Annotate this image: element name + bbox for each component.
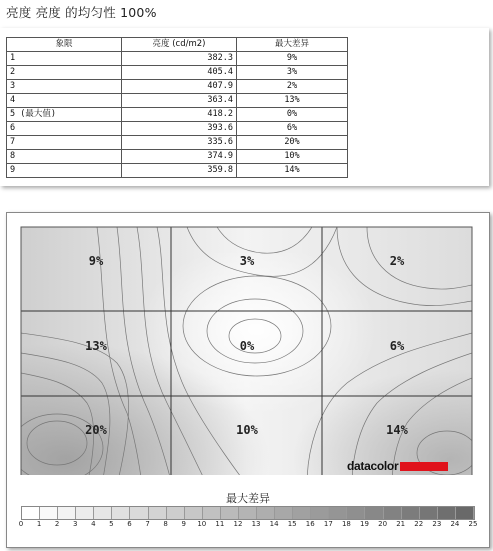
legend-swatch — [76, 507, 94, 519]
luminance-cell: 393.6 — [122, 122, 237, 136]
legend-ticks — [18, 520, 478, 532]
legend-tick-label: 11 — [215, 520, 225, 528]
legend-tick-label: 25 — [468, 520, 478, 528]
legend-color-scale — [21, 506, 475, 520]
table-row — [7, 122, 348, 136]
quadrant-cell: 3 — [7, 80, 122, 94]
legend-swatch — [221, 507, 239, 519]
legend-swatch — [130, 507, 148, 519]
legend-tick-label: 0 — [18, 520, 24, 528]
legend-tick-label: 6 — [127, 520, 132, 528]
diff-cell: 2% — [237, 80, 348, 94]
table-row — [7, 52, 348, 66]
luminance-cell: 405.4 — [122, 66, 237, 80]
legend-tick-label: 19 — [360, 520, 369, 528]
header-luminance: 亮度 (cd/m2) — [122, 38, 237, 52]
legend-swatch — [112, 507, 130, 519]
table-row — [7, 80, 348, 94]
legend-swatch — [185, 507, 203, 519]
legend-tick-label: 24 — [450, 520, 460, 528]
legend-swatch — [149, 507, 167, 519]
legend-swatch — [40, 507, 58, 519]
luminance-cell: 407.9 — [122, 80, 237, 94]
legend-swatch — [239, 507, 257, 519]
luminance-cell: 335.6 — [122, 136, 237, 150]
logo-bar — [400, 462, 448, 471]
diff-cell: 10% — [237, 150, 348, 164]
quadrant-cell: 7 — [7, 136, 122, 150]
diff-cell: 14% — [237, 164, 348, 178]
table-header-row — [7, 38, 348, 52]
legend-swatch — [275, 507, 293, 519]
diff-cell: 20% — [237, 136, 348, 150]
legend-title: 最大差异 — [226, 492, 270, 505]
legend-swatch — [58, 507, 76, 519]
legend-swatch — [94, 507, 112, 519]
table-row — [7, 66, 348, 80]
luminance-table — [6, 37, 348, 178]
legend-swatch — [167, 507, 185, 519]
legend-tick-label: 18 — [341, 520, 351, 528]
table-row — [7, 108, 348, 122]
uniformity-map-panel — [6, 212, 490, 548]
header-quadrant: 象限 — [7, 38, 122, 52]
diff-cell: 6% — [237, 122, 348, 136]
legend-tick-label: 10 — [197, 520, 207, 528]
legend-tick-label: 9 — [181, 520, 186, 528]
cell-label-4: 13% — [85, 339, 107, 353]
legend-tick-label: 7 — [145, 520, 150, 528]
legend-tick-label: 4 — [91, 520, 96, 528]
page-title: 亮度 亮度 的均匀性 100% — [6, 5, 157, 20]
cell-label-9: 14% — [386, 423, 408, 437]
legend-tick-label: 5 — [109, 520, 114, 528]
legend-swatch — [402, 507, 420, 519]
legend-tick-label: 1 — [36, 520, 42, 528]
cell-label-7: 20% — [85, 423, 107, 437]
legend-tick-label: 15 — [287, 520, 297, 528]
luminance-cell: 359.8 — [122, 164, 237, 178]
cell-label-2: 3% — [239, 254, 255, 268]
cell-label-3: 2% — [389, 254, 405, 268]
quadrant-cell: 2 — [7, 66, 122, 80]
legend-swatch — [420, 507, 438, 519]
luminance-cell: 418.2 — [122, 108, 237, 122]
table-row — [7, 136, 348, 150]
legend-swatch — [384, 507, 402, 519]
quadrant-cell: 9 — [7, 164, 122, 178]
quadrant-cell: 1 — [7, 52, 122, 66]
quadrant-cell: 6 — [7, 122, 122, 136]
cell-label-6: 6% — [389, 339, 405, 353]
legend-swatch — [22, 507, 40, 519]
luminance-cell: 363.4 — [122, 94, 237, 108]
luminance-cell: 374.9 — [122, 150, 237, 164]
legend-swatch — [456, 507, 474, 519]
legend-tick-label: 13 — [251, 520, 261, 528]
diff-cell: 0% — [237, 108, 348, 122]
luminance-cell: 382.3 — [122, 52, 237, 66]
quadrant-cell: 5 (最大值) — [7, 108, 122, 122]
diff-cell: 3% — [237, 66, 348, 80]
legend-tick-label: 22 — [414, 520, 424, 528]
legend-tick-label: 17 — [323, 520, 333, 528]
table-panel — [0, 28, 489, 186]
legend-tick-label: 12 — [233, 520, 243, 528]
cell-label-5: 0% — [239, 339, 255, 353]
diff-cell: 13% — [237, 94, 348, 108]
quadrant-cell: 4 — [7, 94, 122, 108]
cell-label-1: 9% — [88, 254, 104, 268]
table-row — [7, 164, 348, 178]
uniformity-contour-map — [7, 213, 489, 475]
legend-tick-label: 20 — [378, 520, 388, 528]
legend-tick-label: 16 — [305, 520, 315, 528]
legend-tick-label: 2 — [54, 520, 60, 528]
quadrant-cell: 8 — [7, 150, 122, 164]
logo-text: datacolor — [347, 459, 399, 473]
legend-tick-label: 23 — [432, 520, 442, 528]
legend-swatch — [203, 507, 221, 519]
datacolor-logo — [347, 459, 448, 473]
legend-tick-label: 21 — [396, 520, 406, 528]
header-max-diff: 最大差异 — [237, 38, 348, 52]
table-row — [7, 150, 348, 164]
legend-swatch — [438, 507, 456, 519]
table-row — [7, 94, 348, 108]
legend-swatch — [257, 507, 275, 519]
legend-swatch — [293, 507, 311, 519]
legend-tick-label: 14 — [269, 520, 279, 528]
cell-label-8: 10% — [236, 423, 258, 437]
diff-cell: 9% — [237, 52, 348, 66]
bright-hotspot — [137, 253, 377, 423]
legend-swatch — [347, 507, 365, 519]
legend-swatch — [311, 507, 329, 519]
legend-tick-label: 8 — [163, 520, 168, 528]
legend-swatch — [365, 507, 383, 519]
legend-tick-label: 3 — [73, 520, 78, 528]
legend-swatch — [329, 507, 347, 519]
